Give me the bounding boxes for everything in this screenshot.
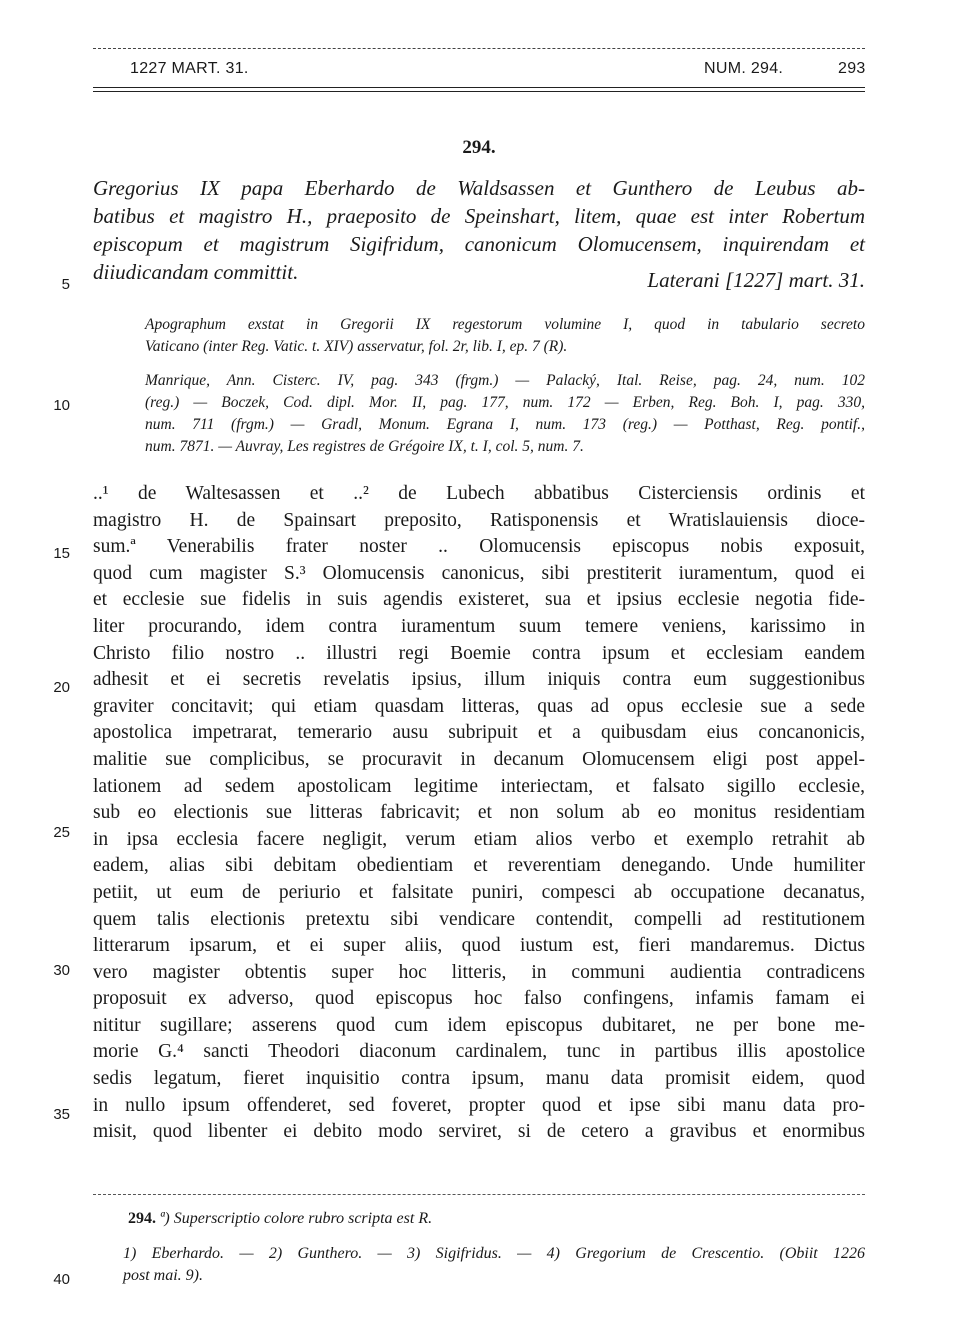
note-line: Manrique, Ann. Cisterc. IV, pag. 343 (frgm.) — Palacký, Ital. Reise, pag. 24, num. 102	[145, 372, 865, 389]
body-line: malitie sue complicibus, se procuravit in decanum Olomucensem eligi post appel-	[93, 748, 865, 770]
line-number: 15	[53, 545, 70, 562]
body-line: in nullo ipsum offenderet, sed foveret, propter quod et ipse sibi manu data pro-	[93, 1094, 865, 1116]
body-line: morie G.⁴ sancti Theodori diaconum cardinalem, tunc in partibus illis apostolice	[93, 1041, 865, 1063]
critical-footnote-number: 294.	[128, 1210, 156, 1227]
body-line: proposuit ex adverso, quod episcopus hoc falso confingens, infamis famam ei	[93, 988, 865, 1010]
line-number: 5	[61, 276, 70, 293]
regest-place-date: Laterani [1227] mart. 31.	[647, 268, 865, 292]
body-line: litterarum ipsarum, et ei super aliis, quod iustum est, fieri mandaremus. Dictus	[93, 935, 865, 957]
note-line: num. 7871. — Auvray, Les registres de Grégoire IX, t. I, col. 5, num. 7.	[145, 438, 584, 455]
letter-body	[93, 481, 865, 1146]
regest-line: batibus et magistro H., praeposito de Speinshart, litem, quae est inter Robertum	[93, 204, 865, 228]
regest	[93, 174, 865, 292]
note-line: num. 711 (frgm.) — Gradl, Monum. Egrana I, num. 173 (reg.) — Potthast, Reg. pontif.,	[145, 416, 865, 433]
body-line: quem talis electionis pretextu sibi vendicare contendit, compelli ad restitutionem	[93, 908, 865, 930]
line-number: 10	[53, 397, 70, 414]
body-line: sum.ª Venerabilis frater noster .. Olomucensis episcopus nobis exposuit,	[93, 536, 865, 558]
document-number: 294.	[462, 137, 496, 158]
body-line: magistro H. de Spainsart preposito, Ratisponensis et Wratislauiensis dioce-	[93, 509, 865, 531]
critical-footnote-text: ª) Superscriptio colore rubro scripta est R.	[160, 1210, 433, 1227]
body-line: ..¹ de Waltesassen et ..² de Lubech abbatibus Cisterciensis ordinis et	[93, 483, 865, 504]
apographum-note	[145, 314, 865, 358]
note-line: (reg.) — Boczek, Cod. dipl. Mor. II, pag. 177, num. 172 — Erben, Reg. Boh. I, pag. 330,	[145, 394, 865, 411]
footnote-separator	[93, 1194, 865, 1195]
regest-last-line	[93, 258, 865, 292]
critical-footnote	[128, 1208, 865, 1230]
regest-line: Gregorius IX papa Eberhardo de Waldsassen et Gunthero de Leubus ab-	[93, 176, 865, 200]
header-rule-second	[93, 91, 865, 92]
header-num: NUM. 294.	[704, 60, 784, 77]
regest-line: diiudicandam committit.	[93, 260, 299, 284]
body-line: Christo filio nostro .. illustri regi Boemie contra ipsum et ecclesiam eandem	[93, 642, 865, 664]
body-line: quod cum magister S.³ Olomucensis canonicus, sibi prestiterit iuramentum, quod ei	[93, 562, 865, 584]
body-line: lationem ad sedem apostolicam legitime interiectam, et falsato sigillo ecclesie,	[93, 775, 865, 797]
body-line: graviter concitavit; qui etiam quasdam litteras, quas ad opus ecclesie sue a sede	[93, 695, 865, 717]
body-line: petiit, ut eum de periurio et falsitate puniri, compesci ab occupatione decanatus,	[93, 881, 865, 903]
note-line: Vaticano (inter Reg. Vatic. t. XIV) asservatur, fol. 2r, lib. I, ep. 7 (R).	[145, 338, 568, 355]
body-line: adhesit et ei secretis revelatis ipsius, illum iniquis contra eum suggestionibus	[93, 669, 865, 691]
body-line: et ecclesie sue fidelis in suis agendis existeret, sua et ipsius ecclesie negotia fide-	[93, 589, 865, 611]
header-date: 1227 MART. 31.	[130, 60, 249, 77]
body-line: eadem, alias sibi debitam obedientiam et reverentiam denegando. Unde humiliter	[93, 855, 865, 877]
body-line: sub eo electionis sue litteras fabricavit; et non solum ab eo monitus residentiam	[93, 802, 865, 824]
line-number: 30	[53, 962, 70, 979]
line-number: 20	[53, 679, 70, 696]
regest-line: episcopum et magistrum Sigifridum, canonicum Olomucensem, inquirendam et	[93, 232, 865, 256]
body-line: liter procurando, idem contra iuramentum suum temere veniens, karissimo in	[93, 615, 865, 637]
line-number: 25	[53, 824, 70, 841]
line-number: 40	[53, 1271, 70, 1288]
note-line: Apographum exstat in Gregorii IX regestorum volumine I, quod in tabulario secreto	[145, 316, 865, 333]
line-number: 35	[53, 1106, 70, 1123]
body-line: vero magister obtentis super hoc litteris, in communi audientia contradicens	[93, 961, 865, 983]
identification-footnotes	[123, 1243, 865, 1287]
header-rule	[93, 87, 865, 88]
editions-note	[145, 370, 865, 458]
body-line: in ipsa ecclesia facere negligit, verum etiam alios verbo et exemplo retrahit ab	[93, 828, 865, 850]
identification-line: post mai. 9).	[123, 1267, 203, 1284]
body-line: misit, quod libenter ei debito modo serviret, si de cetero a gravibus et enormibus	[93, 1121, 865, 1143]
top-dashed-rule	[93, 48, 865, 49]
identification-line: 1) Eberhardo. — 2) Gunthero. — 3) Sigifridus. — 4) Gregorium de Crescentio. (Obiit 1226	[123, 1245, 865, 1262]
header-page-number: 293	[838, 60, 866, 77]
body-line: sedis legatum, fieret inquisitio contra ipsum, manu data promisit eidem, quod	[93, 1068, 865, 1090]
body-line: apostolica impetrarat, temerario ausu subripuit et a quibusdam eius concanonicis,	[93, 722, 865, 744]
body-line: nititur sugillare; asserens quod cum idem episcopus dubitaret, ne per bone me-	[93, 1014, 865, 1036]
